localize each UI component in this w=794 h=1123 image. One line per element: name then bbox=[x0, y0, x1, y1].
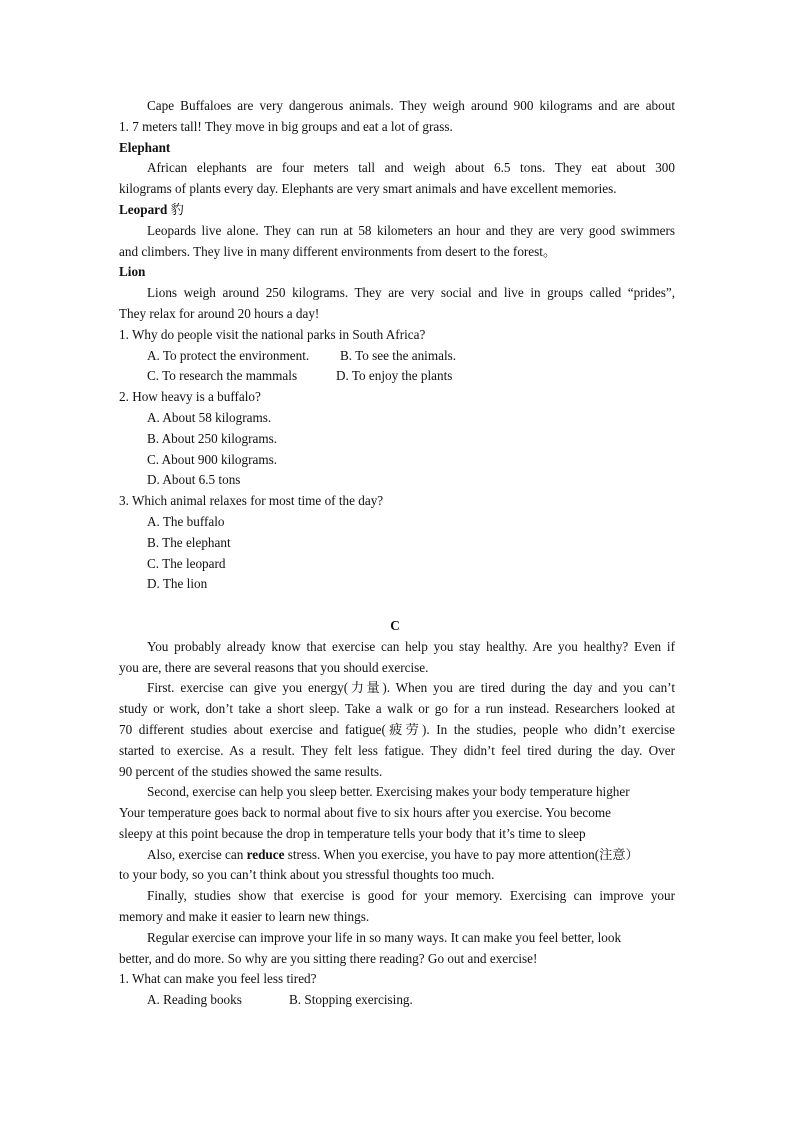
paragraph-line: 70 different studies about exercise and fatigue(疲劳). In the studies, people who didn’t exercise bbox=[119, 721, 675, 737]
paragraph-line: First. exercise can give you energy(力量). When you are tired during the day and you can’t bbox=[147, 680, 675, 696]
option-c: C. The leopard bbox=[147, 555, 226, 571]
option-c: C. To research the mammals bbox=[147, 368, 298, 384]
option-d: D. The lion bbox=[147, 576, 208, 592]
option-d: D. About 6.5 tons bbox=[147, 472, 241, 488]
option-a: A. The buffalo bbox=[147, 513, 225, 529]
option-a: A. Reading books bbox=[147, 992, 242, 1008]
leopard-paragraph-line: and climbers. They live in many different environments from desert to the forest。 bbox=[119, 243, 557, 259]
section-title: C bbox=[390, 617, 400, 633]
leopard-heading-row bbox=[119, 200, 675, 221]
option-row bbox=[119, 990, 675, 1011]
option-b: B. To see the animals. bbox=[340, 347, 457, 363]
buffalo-paragraph-line: 1. 7 meters tall! They move in big groups and eat a lot of grass. bbox=[119, 118, 453, 134]
paragraph-line: Your temperature goes back to normal about five to six hours after you exercise. You become bbox=[119, 805, 611, 821]
reduce-after-text: stress. When you exercise, you have to pay more attention(注意） bbox=[284, 846, 639, 862]
paragraph-line: better, and do more. So why are you sitting there reading? Go out and exercise! bbox=[119, 950, 538, 966]
option-a: A. To protect the environment. bbox=[147, 347, 310, 363]
question-stem: 2. How heavy is a buffalo? bbox=[119, 389, 261, 405]
option-b: B. Stopping exercising. bbox=[289, 992, 413, 1008]
reduce-before-text: Also, exercise can bbox=[147, 846, 247, 862]
paragraph-line: sleepy at this point because the drop in temperature tells your body that it’s time to sleep bbox=[119, 825, 586, 841]
paragraph-line: study or work, don’t take a short sleep. Take a walk or go for a run instead. Researchers looked at bbox=[119, 701, 675, 717]
paragraph-line: Finally, studies show that exercise is good for your memory. Exercising can improve your bbox=[147, 888, 675, 904]
paragraph-line: 90 percent of the studies showed the same results. bbox=[119, 763, 383, 779]
leopard-heading-chinese: 豹 bbox=[170, 201, 184, 217]
elephant-paragraph-line: kilograms of plants every day. Elephants are very smart animals and have excellent memories. bbox=[119, 181, 617, 197]
leopard-paragraph-line: Leopards live alone. They can run at 58 kilometers an hour and they are very good swimmers bbox=[147, 222, 675, 238]
paragraph-line: memory and make it easier to learn new things. bbox=[119, 909, 370, 925]
document-content bbox=[119, 96, 675, 1011]
question-stem: 1. What can make you feel less tired? bbox=[119, 971, 317, 987]
elephant-heading: Elephant bbox=[119, 139, 171, 155]
question-stem: 1. Why do people visit the national parks in South Africa? bbox=[119, 326, 426, 342]
lion-paragraph-line: Lions weigh around 250 kilograms. They are very social and live in groups called “prides”, bbox=[147, 285, 675, 301]
paragraph-line-reduce bbox=[119, 845, 675, 866]
paragraph-line: Second, exercise can help you sleep better. Exercising makes your body temperature higher bbox=[147, 784, 630, 800]
paragraph-line: started to exercise. As a result. They felt less fatigue. They didn’t feel tired during the day. Over bbox=[119, 742, 675, 758]
option-row bbox=[119, 346, 675, 367]
option-b: B. About 250 kilograms. bbox=[147, 430, 278, 446]
option-c: C. About 900 kilograms. bbox=[147, 451, 278, 467]
option-d: D. To enjoy the plants bbox=[336, 368, 453, 384]
section-gap bbox=[119, 595, 675, 616]
option-row bbox=[119, 366, 675, 387]
option-a: A. About 58 kilograms. bbox=[147, 409, 272, 425]
elephant-paragraph-line: African elephants are four meters tall and weigh about 6.5 tons. They eat about 300 bbox=[147, 160, 675, 176]
paragraph-line: Regular exercise can improve your life in so many ways. It can make you feel better, look bbox=[147, 929, 622, 945]
buffalo-paragraph-line: Cape Buffaloes are very dangerous animals. They weigh around 900 kilograms and are about bbox=[147, 98, 675, 113]
leopard-heading: Leopard bbox=[119, 201, 168, 217]
lion-paragraph-line: They relax for around 20 hours a day! bbox=[119, 305, 320, 321]
reduce-keyword: reduce bbox=[246, 846, 285, 862]
paragraph-line: to your body, so you can’t think about you stressful thoughts too much. bbox=[119, 867, 495, 883]
paragraph-line: you are, there are several reasons that you should exercise. bbox=[119, 659, 429, 675]
question-stem: 3. Which animal relaxes for most time of the day? bbox=[119, 493, 384, 509]
option-b: B. The elephant bbox=[147, 534, 231, 550]
lion-heading: Lion bbox=[119, 264, 146, 280]
paragraph-line: You probably already know that exercise can help you stay healthy. Are you healthy? Even if bbox=[147, 638, 675, 654]
